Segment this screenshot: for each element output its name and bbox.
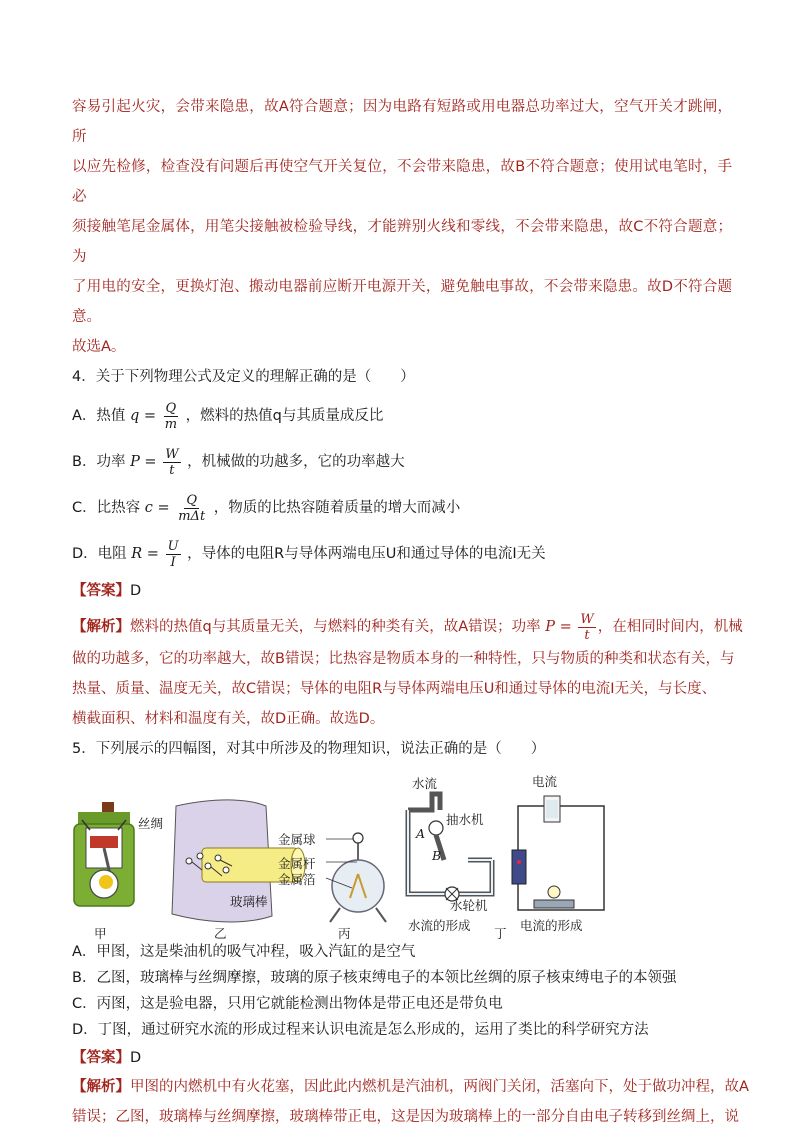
- analysis-line: 须接触笔尾金属体，用笔尖接触被检验导线，才能辨别火线和零线，不会带来隐患，故C不符合题意；为: [72, 219, 732, 265]
- engine-diagram: [74, 802, 134, 906]
- label-jia: 甲: [94, 926, 107, 941]
- label-water-flow: 水流: [412, 776, 438, 791]
- analysis: [72, 610, 743, 734]
- fraction-denominator: t: [169, 462, 175, 478]
- analysis-line: 以应先检修，检查没有问题后再使空气开关复位，不会带来隐患，故B不符合题意；使用试电笔时，手必: [72, 159, 732, 205]
- formula-lhs: P =: [545, 619, 572, 635]
- figure-drawings: [72, 766, 732, 938]
- question-4: [72, 364, 743, 734]
- option-b: [72, 446, 732, 478]
- analysis-label: 【解析】: [72, 1079, 130, 1095]
- analysis-line: 热量、质量、温度无关，故C错误；导体的电阻R与导体两端电压U和通过导体的电流I无关，与长度、: [72, 681, 717, 697]
- label-yi: 乙: [214, 926, 227, 941]
- analysis-text: 燃料的热值q与其质量无关，与燃料的种类有关，故A错误；功率: [130, 619, 541, 635]
- fraction-denominator: mΔt: [178, 508, 206, 524]
- fraction-denominator: I: [170, 554, 176, 570]
- document-page: [72, 92, 749, 1132]
- fraction-denominator: m: [164, 416, 178, 432]
- label-water-caption: 水流的形成: [408, 918, 471, 933]
- label-metal-rod: 金属杆: [278, 856, 316, 871]
- option-text: ，机械做的功越多，它的功率越大: [187, 454, 405, 470]
- question-5: [72, 736, 749, 1132]
- formula-fraction: [176, 493, 207, 524]
- physics-figures: [72, 766, 732, 941]
- analysis: [72, 1072, 749, 1132]
- option-c: [72, 492, 732, 524]
- label-silk: 丝绸: [138, 816, 164, 831]
- answer-line: [72, 1044, 732, 1072]
- label-turbine: 水轮机: [450, 898, 488, 913]
- formula-lhs: R =: [131, 546, 159, 562]
- option-label: D．电阻: [72, 546, 127, 562]
- option-text: ，导体的电阻R与导体两端电压U和通过导体的电流I无关: [187, 546, 546, 562]
- fraction-numerator: Q: [165, 400, 177, 416]
- option-text: ，燃料的热值q与其质量成反比: [185, 408, 384, 424]
- label-point-b: B: [432, 848, 442, 863]
- answer-label: 【答案】: [72, 583, 130, 599]
- formula-fraction: [163, 447, 180, 478]
- label-current: 电流: [532, 774, 558, 789]
- option-c: C．丙图，这是验电器，只用它就能检测出物体是带正电还是带负电: [72, 996, 503, 1012]
- fraction-numerator: W: [580, 611, 594, 627]
- label-pump: 抽水机: [446, 812, 484, 827]
- option-text: ，物质的比热容随着质量的增大而减小: [213, 500, 461, 516]
- formula-fraction: [578, 612, 595, 643]
- option-a: A．甲图，这是柴油机的吸气冲程，吸入汽缸的是空气: [72, 944, 416, 960]
- answer-label: 【答案】: [72, 1050, 130, 1066]
- fraction-denominator: t: [584, 627, 590, 643]
- formula-fraction: [163, 401, 179, 432]
- analysis-line: 横截面积、材料和温度有关，故D正确。故选D。: [72, 711, 385, 727]
- option-label: A．热值: [72, 408, 126, 424]
- formula-lhs: P =: [130, 454, 157, 470]
- label-point-a: A: [416, 826, 426, 841]
- label-metal-ball: 金属球: [278, 832, 316, 847]
- option-a: [72, 400, 732, 432]
- analysis-line: 容易引起火灾，会带来隐患，故A符合题意；因为电路有短路或用电器总功率过大，空气开关才跳闸，所: [72, 99, 732, 145]
- label-current-caption: 电流的形成: [520, 918, 583, 933]
- fraction-numerator: W: [165, 446, 179, 462]
- analysis-line: 故选A。: [72, 339, 126, 355]
- option-label: C．比热容: [72, 500, 141, 516]
- label-bing: 丙: [338, 926, 351, 941]
- option-d: D．丁图，通过研究水流的形成过程来认识电流是怎么形成的，运用了类比的科学研究方法: [72, 1022, 649, 1038]
- analysis-text: ，在相同时间内，机械: [597, 619, 743, 635]
- answer-value: D: [130, 1050, 142, 1066]
- previous-analysis: [72, 92, 732, 362]
- option-d: [72, 538, 732, 570]
- analysis-text: 甲图的内燃机中有火花塞，因此此内燃机是汽油机，两阀门关闭，活塞向下，处于做功冲程，故A: [130, 1079, 749, 1095]
- fraction-numerator: Q: [186, 492, 198, 508]
- electroscope-diagram: [326, 833, 386, 922]
- analysis-line: 错误；乙图，玻璃棒与丝绸摩擦，玻璃棒带正电，这是因为玻璃棒上的一部分自由电子转移到丝绸上，说: [72, 1109, 739, 1125]
- question-stem: 5．下列展示的四幅图，对其中所涉及的物理知识，说法正确的是（ ）: [72, 741, 546, 757]
- formula-lhs: c =: [144, 500, 170, 516]
- option-label: B．功率: [72, 454, 126, 470]
- answer-line: [72, 576, 732, 606]
- analysis-line: 了用电的安全，更换灯泡、搬动电器前应断开电源开关，避免触电事故，不会带来隐患。故D不符合题意。: [72, 279, 732, 325]
- analysis-line: 做的功越多，它的功率越大，故B错误；比热容是物质本身的一种特性，只与物质的种类和状态有关，与: [72, 651, 735, 667]
- formula-fraction: [166, 539, 181, 570]
- answer-value: D: [130, 583, 142, 599]
- analysis-line: [72, 610, 743, 644]
- question-stem: 4．关于下列物理公式及定义的理解正确的是（ ）: [72, 369, 415, 385]
- label-ding: 丁: [494, 926, 507, 941]
- analysis-label: 【解析】: [72, 619, 130, 635]
- fraction-numerator: U: [167, 538, 179, 554]
- option-b: B．乙图，玻璃棒与丝绸摩擦，玻璃的原子核束缚电子的本领比丝绸的原子核束缚电子的本领强: [72, 970, 677, 986]
- formula-lhs: q =: [130, 408, 157, 424]
- label-glass-rod: 玻璃棒: [230, 894, 268, 909]
- label-metal-foil: 金属箔: [278, 872, 316, 887]
- analysis-line: [72, 1072, 749, 1102]
- electric-circuit-diagram: [512, 796, 604, 910]
